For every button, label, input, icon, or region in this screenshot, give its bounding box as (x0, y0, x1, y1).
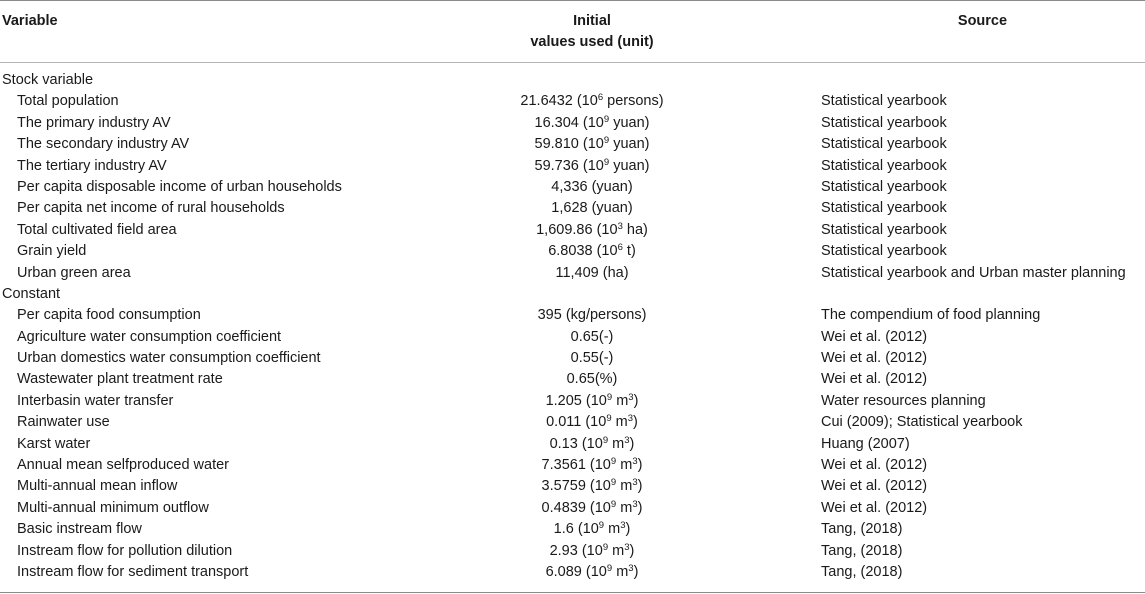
variable-cell: Basic instream flow (17, 521, 142, 538)
value-number: 1.6 (553, 521, 574, 538)
variable-cell: Annual mean selfproduced water (17, 457, 229, 474)
section-title: Constant (2, 285, 61, 302)
table-row (0, 348, 1145, 369)
variable-cell: Total population (17, 93, 119, 110)
value-unit: m (612, 435, 625, 452)
value-cell: 0.65(-) (570, 328, 614, 345)
table-row (0, 391, 1145, 412)
table-row (0, 455, 1145, 476)
variable-cell: Instream flow for pollution dilution (17, 542, 233, 559)
value-exponent: 9 (603, 135, 610, 147)
table-row (0, 412, 1145, 433)
source-cell: Wei et al. (2012) (821, 350, 928, 367)
variable-cell: Urban domestics water consumption coefficient (17, 350, 321, 367)
value-exponent: 6 (597, 92, 604, 104)
table-row (0, 113, 1145, 134)
value-cell: 0.55(-) (570, 350, 614, 367)
variable-cell: Multi-annual mean inflow (17, 478, 178, 495)
value-cell: 3.5759 ($10^9$ $m^3$) (541, 477, 643, 495)
value-exponent: 9 (610, 456, 617, 468)
source-cell: Water resources planning (821, 392, 986, 409)
source-cell: Statistical yearbook (821, 157, 947, 174)
table-row (0, 263, 1145, 284)
source-cell: Statistical yearbook and Urban master planning (821, 264, 1126, 281)
unit-exponent: 3 (632, 456, 638, 468)
unit-exponent: 3 (624, 541, 630, 553)
value-number: 16.304 (534, 114, 579, 131)
value-cell: 1,628 (yuan) (551, 200, 633, 217)
source-cell: Statistical yearbook (821, 93, 947, 110)
source-cell: Tang, (2018) (821, 542, 903, 559)
value-exponent: 9 (610, 477, 617, 489)
value-number: 1,609.86 (536, 221, 593, 238)
value-unit: m (616, 563, 629, 580)
variable-cell: Per capita food consumption (17, 307, 201, 324)
value-exponent: 6 (617, 242, 623, 254)
variable-cell: Multi-annual minimum outflow (17, 499, 209, 516)
value-unit: m (615, 414, 628, 431)
source-cell: Wei et al. (2012) (821, 499, 928, 516)
table-row (0, 198, 1145, 219)
table-row (0, 541, 1145, 562)
value-number: 59.736 (534, 157, 579, 174)
value-exponent: 9 (606, 413, 612, 425)
table-row (0, 134, 1145, 155)
table-row (0, 305, 1145, 326)
value-cell: 21.6432 ($10^6$ persons) (520, 92, 664, 110)
source-cell: Tang, (2018) (821, 521, 903, 538)
source-cell: Statistical yearbook (821, 243, 947, 260)
variable-cell: Agriculture water consumption coefficient (17, 328, 282, 345)
variable-cell: The primary industry AV (17, 114, 171, 131)
value-number: 2.93 (549, 542, 578, 559)
value-cell: 395 (kg/persons) (537, 307, 647, 324)
variable-cell: The tertiary industry AV (17, 157, 167, 174)
value-unit: m (620, 478, 633, 495)
value-number: 0.4839 (541, 499, 586, 516)
header-initial-values (432, 11, 752, 53)
variable-cell: Interbasin water transfer (17, 392, 174, 409)
unit-exponent: 3 (627, 413, 634, 425)
table-row (0, 498, 1145, 519)
value-unit: m (608, 521, 621, 538)
value-cell: 1.205 ($10^9$ $m^3$) (545, 391, 639, 409)
table-row (0, 220, 1145, 241)
variable-cell: Urban green area (17, 264, 131, 281)
value-cell: 1,609.86 ($10^3$ ha) (536, 220, 648, 238)
unit-exponent: 3 (624, 434, 630, 446)
value-exponent: 9 (598, 520, 605, 532)
value-cell: 2.93 ($10^9$ $m^3$) (549, 541, 635, 559)
value-number: 21.6432 (520, 93, 573, 110)
top-rule (0, 0, 1145, 1)
value-number: 0.13 (549, 435, 578, 452)
value-number: 0.011 (546, 414, 582, 431)
source-cell: Tang, (2018) (821, 563, 903, 580)
section-row (0, 70, 1145, 91)
variable-cell: Instream flow for sediment transport (17, 563, 249, 580)
variable-cell: Karst water (17, 435, 91, 452)
source-cell: Statistical yearbook (821, 221, 947, 238)
value-cell: 0.4839 ($10^9$ $m^3$) (541, 498, 643, 516)
value-cell: 0.011 ($10^9$ $m^3$) (546, 413, 638, 431)
table-row (0, 91, 1145, 112)
header-variable: Variable (2, 13, 58, 29)
table-row (0, 369, 1145, 390)
value-cell: 0.13 ($10^9$ $m^3$) (549, 434, 635, 452)
header-source: Source (957, 13, 1008, 29)
value-unit: yuan (613, 114, 645, 131)
unit-exponent: 3 (620, 520, 626, 532)
source-cell: Huang (2007) (821, 435, 910, 452)
value-cell: 11,409 (ha) (555, 264, 629, 281)
value-exponent: 9 (606, 391, 613, 403)
value-number: 6.8038 (548, 243, 593, 260)
value-number: 1.205 (545, 392, 582, 409)
table-row (0, 241, 1145, 262)
value-unit: persons (607, 93, 659, 110)
value-unit: yuan (613, 157, 645, 174)
value-cell: 59.810 ($10^9$ yuan) (534, 135, 650, 153)
source-cell: Statistical yearbook (821, 178, 947, 195)
value-unit: yuan (613, 136, 645, 153)
value-unit: ha (626, 221, 644, 238)
value-unit: t (626, 243, 631, 260)
value-exponent: 9 (602, 541, 609, 553)
value-cell: 59.736 ($10^9$ yuan) (534, 156, 650, 174)
unit-exponent: 3 (632, 477, 638, 489)
source-cell: Wei et al. (2012) (821, 371, 928, 388)
table-row (0, 519, 1145, 540)
table-row (0, 177, 1145, 198)
value-exponent: 9 (603, 113, 610, 125)
table-row (0, 562, 1145, 583)
source-cell: Cui (2009); Statistical yearbook (821, 414, 1023, 431)
value-cell: 6.089 ($10^9$ $m^3$) (545, 562, 639, 580)
variable-cell: Grain yield (17, 243, 87, 260)
value-number: 3.5759 (541, 478, 586, 495)
source-cell: Wei et al. (2012) (821, 457, 928, 474)
value-exponent: 3 (617, 220, 623, 232)
value-exponent: 9 (602, 434, 609, 446)
source-cell: The compendium of food planning (821, 307, 1041, 324)
value-cell: 16.304 ($10^9$ yuan) (534, 113, 650, 131)
value-unit: m (616, 392, 629, 409)
header-initial-line1: Initial (573, 13, 611, 29)
header-initial-line2: values used (unit) (530, 34, 654, 50)
value-cell: 6.8038 ($10^6$ t) (548, 242, 636, 260)
section-row (0, 284, 1145, 305)
unit-exponent: 3 (628, 562, 634, 574)
bottom-rule (0, 592, 1145, 593)
table-row (0, 434, 1145, 455)
header-rule (0, 62, 1145, 63)
value-unit: m (620, 457, 633, 474)
value-exponent: 9 (610, 498, 617, 510)
source-cell: Statistical yearbook (821, 136, 947, 153)
value-unit: m (612, 542, 625, 559)
variable-cell: Rainwater use (17, 414, 110, 431)
variable-cell: The secondary industry AV (17, 136, 190, 153)
table-row (0, 327, 1145, 348)
value-cell: 1.6 ($10^9$ $m^3$) (553, 520, 631, 538)
source-cell: Wei et al. (2012) (821, 478, 928, 495)
variable-cell: Wastewater plant treatment rate (17, 371, 223, 388)
value-cell: 4,336 (yuan) (551, 178, 633, 195)
value-exponent: 9 (606, 562, 613, 574)
variable-cell: Per capita disposable income of urban households (17, 178, 342, 195)
source-cell: Statistical yearbook (821, 114, 947, 131)
value-unit: m (620, 499, 633, 516)
variable-cell: Total cultivated field area (17, 221, 177, 238)
value-cell: 0.65(%) (566, 371, 618, 388)
value-cell: 7.3561 ($10^9$ $m^3$) (541, 456, 643, 474)
table-body (0, 70, 1145, 583)
table-row (0, 156, 1145, 177)
value-number: 59.810 (534, 136, 579, 153)
value-exponent: 9 (603, 156, 610, 168)
value-number: 7.3561 (541, 457, 586, 474)
table-row (0, 476, 1145, 497)
value-number: 6.089 (545, 563, 582, 580)
unit-exponent: 3 (628, 391, 634, 403)
source-cell: Wei et al. (2012) (821, 328, 928, 345)
source-cell: Statistical yearbook (821, 200, 947, 217)
section-title: Stock variable (2, 72, 94, 88)
variable-cell: Per capita net income of rural households (17, 200, 285, 217)
unit-exponent: 3 (632, 498, 638, 510)
